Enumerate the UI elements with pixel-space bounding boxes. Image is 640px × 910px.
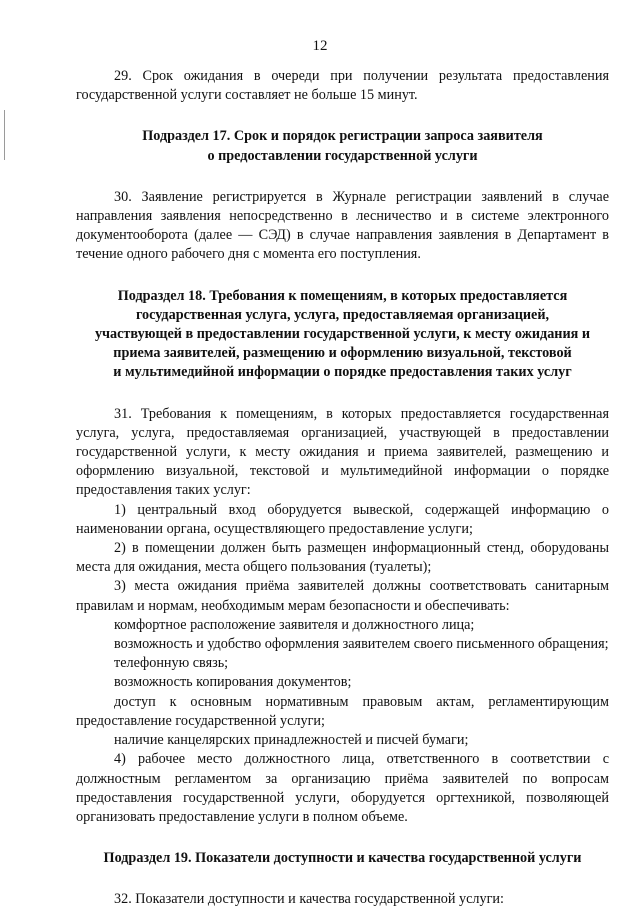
sub-item-stationery: наличие канцелярских принадлежностей и писчей бумаги;: [114, 732, 469, 749]
paragraph-31: 31. Требования к помещениям, в которых предоставляется государственная услуга, услуга, предоставляемая организацией, участвующей в предоставлении государственной услуги, к месту ожидания и приема заявителей, размещению и оформлению визуальной, текстовой и мультимедийной информации о порядке предоставления таких услуг:: [76, 405, 609, 499]
heading-subsection-18: [76, 287, 609, 383]
list-item-2: 2) в помещении должен быть размещен информационный стенд, оборудованы места для ожидания, места общего пользования (туалеты);: [76, 540, 609, 576]
list-item-4: 4) рабочее место должностного лица, ответственного в соответствии с должностным регламентом за организацию приёма заявителей по вопросам предоставления государственной услуги, оборудуется оргтехникой, позволяющей организовать предоставление услуги в полном объеме.: [76, 751, 609, 825]
heading-line: и мультимедийной информации о порядке предоставления таких услуг: [113, 364, 572, 381]
heading-line: Подраздел 18. Требования к помещениям, в которых предоставляется: [117, 287, 568, 304]
heading-line: приема заявителей, размещению и оформлению визуальной, текстовой: [113, 345, 572, 362]
document-body: [76, 67, 609, 910]
page-number: 12: [312, 38, 328, 54]
heading-line: участвующей в предоставлении государственной услуги, к месту ожидания и: [94, 326, 591, 343]
paragraph-32: 32. Показатели доступности и качества государственной услуги:: [114, 891, 504, 908]
sub-item-legal-acts: доступ к основным нормативным правовым актам, регламентирующим предоставление государственной услуги;: [76, 693, 609, 729]
heading-line: Подраздел 19. Показатели доступности и качества государственной услуги: [103, 850, 582, 867]
sub-item-written-appeal: возможность и удобство оформления заявителем своего письменного обращения;: [114, 636, 609, 653]
list-item-1: 1) центральный вход оборудуется вывеской, содержащей информацию о наименовании органа, осуществляющего предоставление услуги;: [76, 501, 609, 537]
margin-line: [4, 110, 5, 160]
paragraph-29: 29. Срок ожидания в очереди при получении результата предоставления государственной услуги составляет не больше 15 минут.: [76, 68, 609, 104]
heading-line: Подраздел 17. Срок и порядок регистрации запроса заявителя: [142, 128, 543, 145]
heading-subsection-17: [76, 127, 609, 165]
list-item-3: 3) места ожидания приёма заявителей должны соответствовать санитарным правилам и нормам, необходимым мерам безопасности и обеспечивать:: [76, 578, 609, 614]
sub-item-comfort: комфортное расположение заявителя и должностного лица;: [114, 616, 475, 633]
heading-line: государственная услуга, услуга, предоставляемая организацией,: [135, 306, 550, 323]
sub-item-phone: телефонную связь;: [114, 655, 229, 672]
paragraph-30: 30. Заявление регистрируется в Журнале регистрации заявлений в случае направления заявления непосредственно в лесничество и в системе электронного документооборота (далее — СЭД) в случае направления заявления в Департамент в течение одного рабочего дня с момента его поступления.: [76, 188, 609, 263]
heading-subsection-19: [76, 849, 609, 868]
sub-item-copying: возможность копирования документов;: [114, 674, 352, 691]
heading-line: о предоставлении государственной услуги: [207, 147, 478, 164]
